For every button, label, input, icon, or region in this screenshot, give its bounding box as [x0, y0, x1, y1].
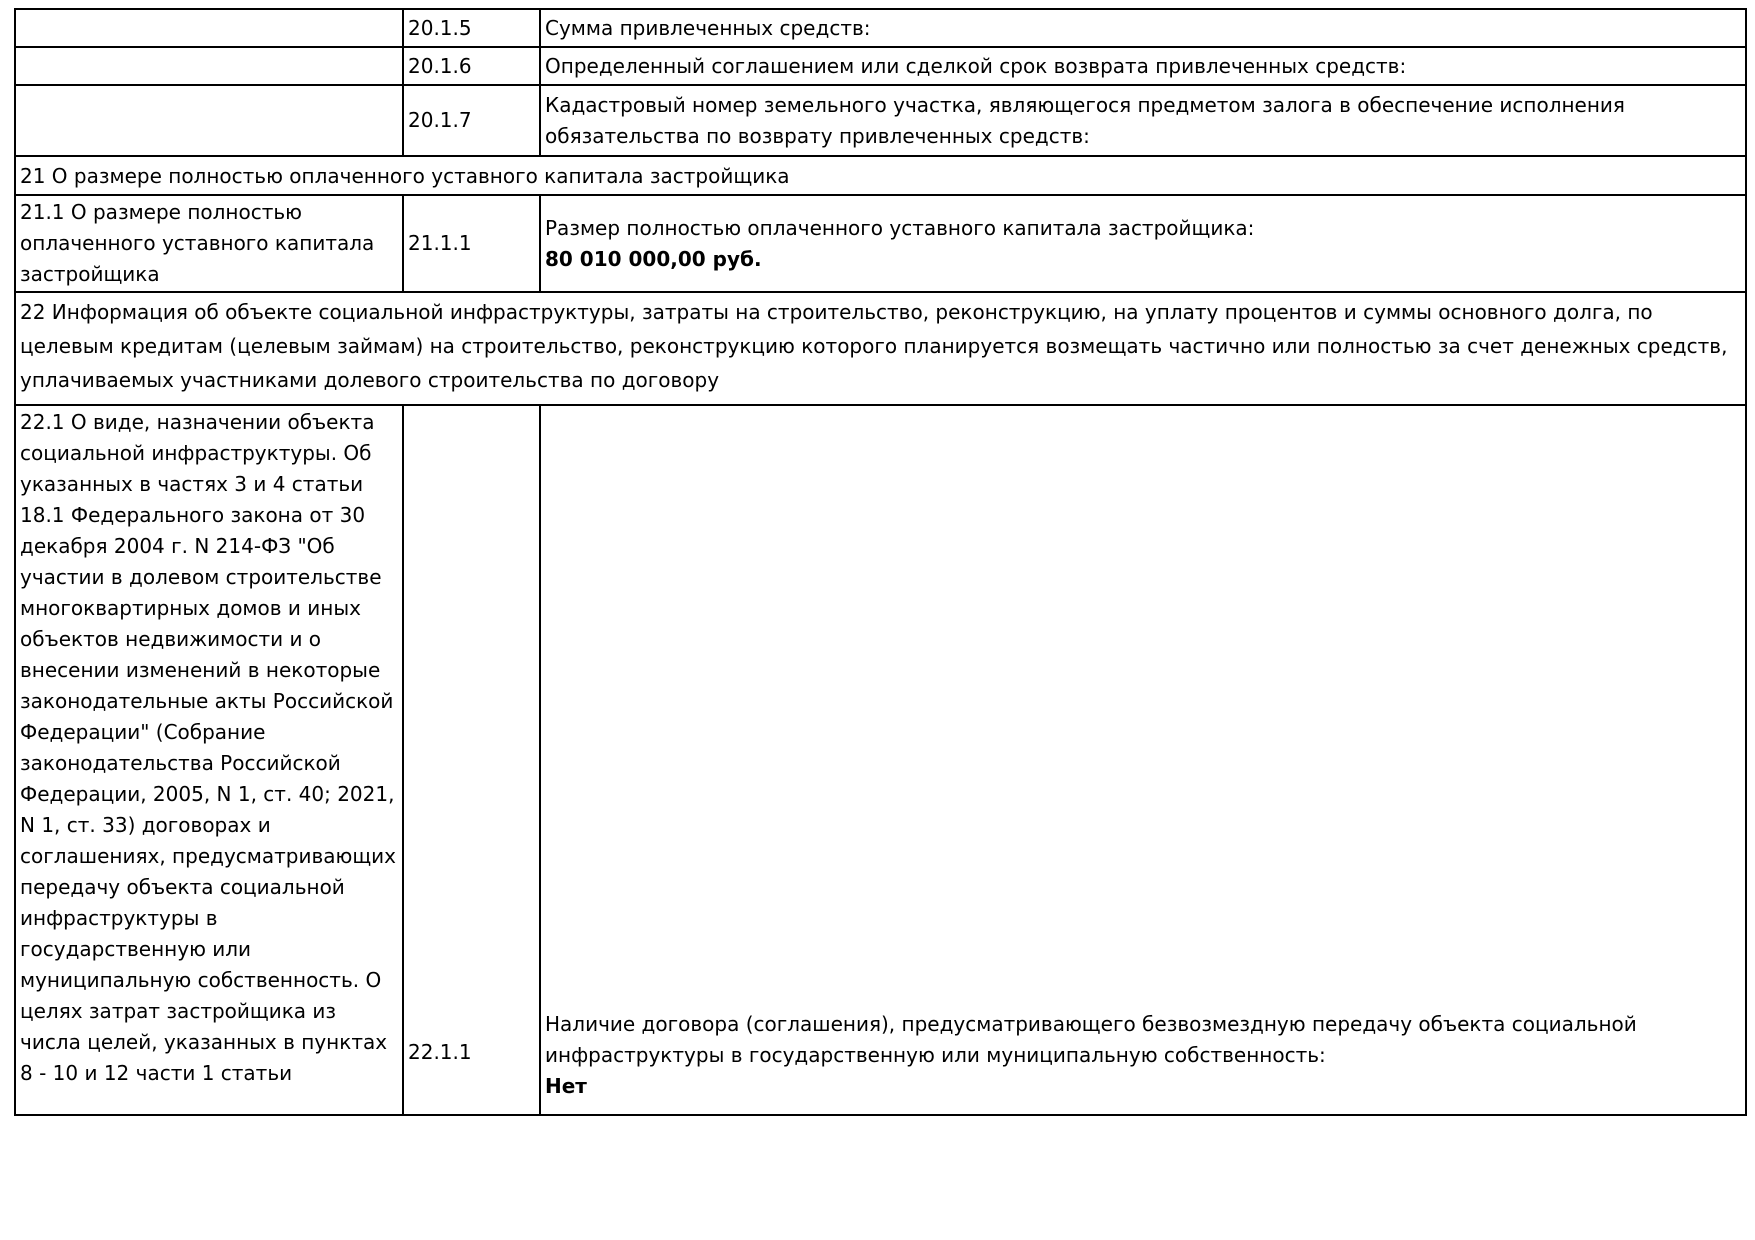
row-question: Наличие договора (соглашения), предусматривающего безвозмездную передачу объекта социальной инфраструктуры в государственную или муниципальную собственность:	[545, 1012, 1637, 1067]
row-number: 22.1.1	[403, 405, 540, 1115]
row-content	[540, 195, 1746, 292]
row-question: Размер полностью оплаченного уставного капитала застройщика:	[545, 215, 1255, 240]
section-title: 22 Информация об объекте социальной инфраструктуры, затраты на строительство, реконструкцию, на уплату процентов и суммы основного долга, по целевым кредитам (целевым займам) на строительство, реконструкцию которого планируется возмещать частично или полностью за счет денежных средств, уплачиваемых участниками долевого строительства по договору	[15, 292, 1746, 405]
row-number: 20.1.6	[403, 47, 540, 85]
row-number: 20.1.7	[403, 85, 540, 156]
table-row-21-1	[15, 195, 1746, 292]
row-label: 21.1 О размере полностью оплаченного уставного капитала застройщика	[15, 195, 403, 292]
declaration-table	[14, 8, 1747, 1116]
section-title: 21 О размере полностью оплаченного уставного капитала застройщика	[15, 156, 1746, 195]
section-row-21	[15, 156, 1746, 195]
row-question: Определенный соглашением или сделкой срок возврата привлеченных средств:	[540, 47, 1746, 85]
row-value: Нет	[545, 1074, 587, 1098]
row-label-empty	[15, 9, 403, 47]
row-number: 21.1.1	[403, 195, 540, 292]
row-label-empty	[15, 47, 403, 85]
row-value: 80 010 000,00 руб.	[545, 246, 762, 271]
table-row-20-1-6	[15, 47, 1746, 85]
row-number: 20.1.5	[403, 9, 540, 47]
row-label-empty	[15, 85, 403, 156]
table-row-20-1-5	[15, 9, 1746, 47]
row-label-cell	[15, 405, 403, 1115]
row-question: Кадастровый номер земельного участка, являющегося предметом залога в обеспечение исполнения обязательства по возврату привлеченных средств:	[540, 85, 1746, 156]
row-question: Сумма привлеченных средств:	[540, 9, 1746, 47]
row-label: 22.1 О виде, назначении объекта социальной инфраструктуры. Об указанных в частях 3 и 4 статьи 18.1 Федерального закона от 30 декабря 2004 г. N 214-ФЗ "Об участии в долевом строительстве многоквартирных домов и иных объектов недвижимости и о внесении изменений в некоторые законодательные акты Российской Федерации" (Собрание законодательства Российской Федерации, 2005, N 1, ст. 40; 2021, N 1, ст. 33) договорах и соглашениях, предусматривающих передачу объекта социальной инфраструктуры в государственную или муниципальную собственность. О целях затрат застройщика из числа целей, указанных в пунктах 8 - 10 и 12 части 1 статьи	[20, 410, 396, 1085]
table-row-22-1	[15, 405, 1746, 1115]
section-row-22	[15, 292, 1746, 405]
table-row-20-1-7	[15, 85, 1746, 156]
row-content	[540, 405, 1746, 1115]
